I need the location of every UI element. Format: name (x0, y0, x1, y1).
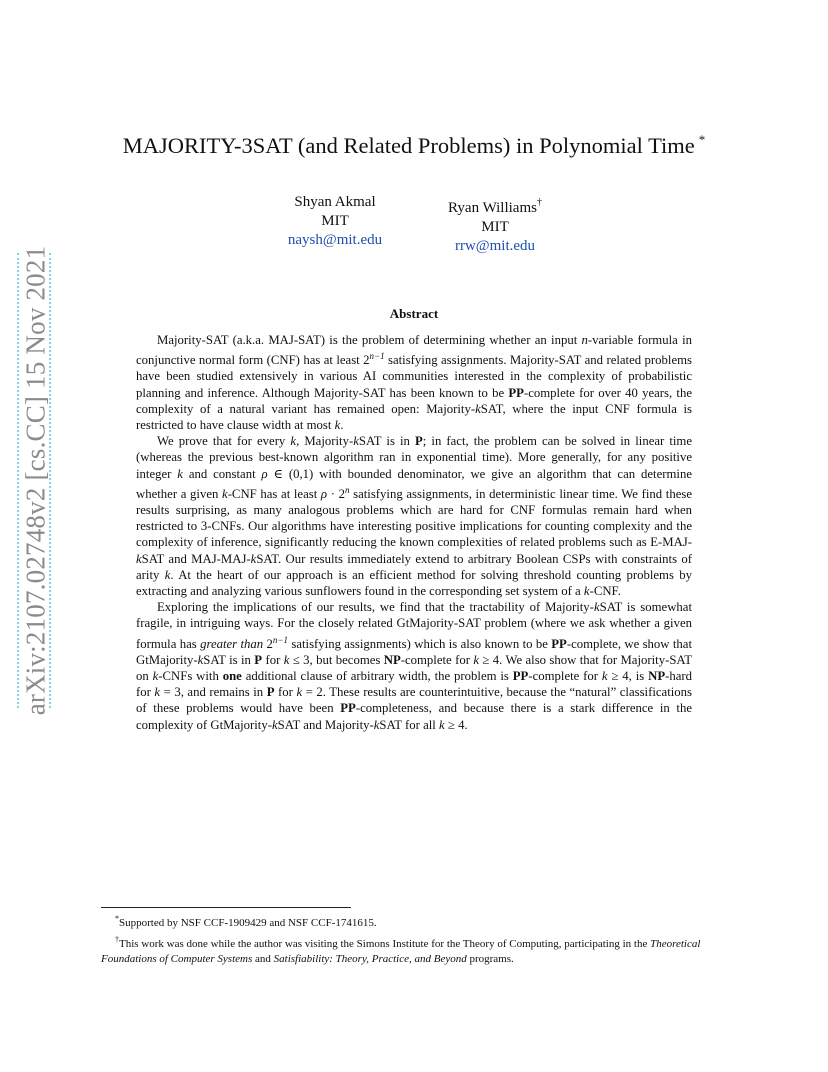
abstract-paragraph: We prove that for every k, Majority-kSAT is in P; in fact, the problem can be solved in linear time (whereas the previous best-known algorithm ran in exponential time). More generally, for any positive integer k and constant ρ ∈ (0,1) with bounded denominator, we give an algorithm that can determine whether a given k-CNF has at least $\rho \cdot 2^n$ satisfying assignments, in deterministic linear time. We find these results surprising, as many analogous problems which are hard for CNF formulas remain hard when restricted to 3-CNFs. Our algorithms have interesting positive implications for counting complexity and the complexity of inference, significantly reducing the known complexities of related problems such as E-MAJ-kSAT and MAJ-MAJ-kSAT. Our results immediately extend to arbitrary Boolean CSPs with constraints of arity k. At the heart of our approach is an efficient method for solving threshold counting problems by extracting and analyzing various sunflowers found in the corresponding set system of a k-CNF. (136, 434, 692, 599)
footnote-mark: † (115, 934, 119, 944)
paper-title: MAJORITY-3SAT (and Related Problems) in Polynomial Time (122, 133, 695, 158)
abstract-paragraph: Majority-SAT (a.k.a. MAJ-SAT) is the problem of determining whether an input n-variable formula in conjunctive normal form (CNF) has at least $2^{n-1}$ satisfying assignments. Majority-SAT and related problems have been studied extensively in various AI communities interested in the complexity of probabilistic planning and inference. Although Majority-SAT has been known to be PP-complete for over 40 years, the complexity of a natural variant has remained open: Majority-kSAT, where the input CNF formula is restricted to have clause width at most k. (136, 333, 693, 433)
footnote (101, 911, 729, 932)
author-email-link[interactable]: naysh@mit.edu (287, 232, 383, 248)
author-name: Ryan Williams (448, 200, 537, 216)
footnote-text: Supported by NSF CCF-1909429 and NSF CCF-1741615. (119, 917, 377, 929)
paper-title-block (0, 132, 828, 159)
author-footnote-mark: † (536, 197, 542, 208)
author-affiliation: MIT (321, 213, 349, 229)
footnote-mark: * (115, 914, 119, 923)
author-block-1 (270, 193, 400, 250)
footnotes (101, 911, 729, 968)
author-affiliation: MIT (481, 219, 509, 235)
arxiv-id: arXiv:2107.02748v2 [cs.CC] 15 Nov 2021 (20, 245, 51, 716)
author-block-2 (430, 193, 560, 256)
author-email-link[interactable]: rrw@mit.edu (454, 238, 536, 254)
title-footnote-mark: * (698, 132, 706, 147)
abstract-paragraph: Exploring the implications of our results, we find that the tractability of Majority-kSAT is somewhat fragile, in intriguing ways. For the closely related GtMajority-SAT problem (where we ask whether a given formula has greater than $2^{n-1}$ satisfying assignments) which is also known to be PP-complete, we show that GtMajority-kSAT is in P for k ≤ 3, but becomes NP-complete for k ≥ 4. We also show that for Majority-SAT on k-CNFs with one additional clause of arbitrary width, the problem is PP-complete for k ≥ 4, is NP-hard for k = 3, and remains in P for k = 2. These results are counterintuitive, because the “natural” classifications of these problems would have been PP-completeness, and because there is a stark difference in the complexity of GtMajority-kSAT and Majority-kSAT for all k ≥ 4. (136, 600, 693, 732)
abstract-body (136, 332, 692, 733)
footnote-rule (101, 907, 351, 908)
author-name: Shyan Akmal (294, 194, 376, 210)
abstract-heading: Abstract (389, 306, 439, 321)
footnote-text: This work was done while the author was visiting the Simons Institute for the Theory of Computing, participating in the Theoretical Foundations of Computer Systems and Satisfiability: Theory, Practice, and Beyond programs. (101, 937, 701, 965)
footnote (101, 932, 729, 968)
